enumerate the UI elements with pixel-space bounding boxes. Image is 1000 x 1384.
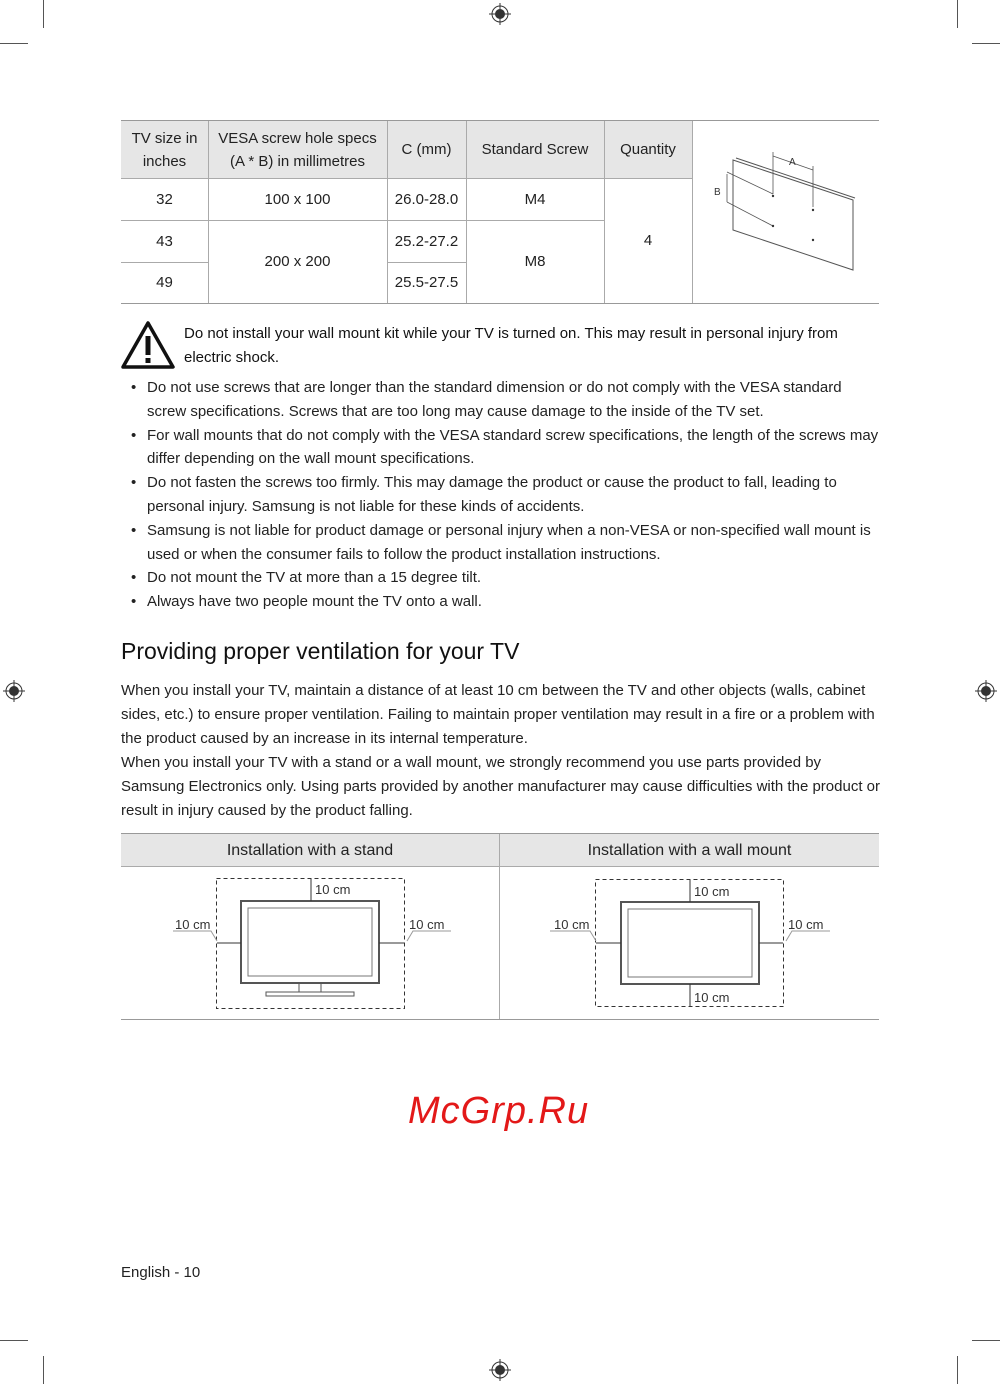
registration-mark-icon [489,3,511,25]
registration-mark-icon [489,1359,511,1381]
crop-mark [957,0,958,28]
crop-mark [972,1340,1000,1341]
cell-c: 25.5-27.5 [394,274,459,291]
header-vesa: VESA screw hole specs (A * B) in millimetres [208,121,387,178]
cell-size: 49 [156,274,173,291]
header-wall: Installation with a wall mount [500,834,879,866]
header-screw: Standard Screw [466,121,604,178]
crop-mark [972,43,1000,44]
registration-mark-icon [3,680,25,702]
list-item: • For wall mounts that do not comply with the VESA standard screw specifications, the length of the screws may differ depending on the wall mount specifications. [121,424,881,472]
cell-quantity: 4 [643,232,653,249]
cell-vesa: 100 x 100 [264,190,331,208]
bullet-list [121,376,881,614]
cell-screw: M4 [524,190,546,208]
header-tv-size: TV size in inches [121,121,208,178]
header-c: C (mm) [387,121,466,178]
cell-c: 25.2-27.2 [394,232,459,250]
distance-right: 10 cm [788,917,824,932]
list-item: • Always have two people mount the TV onto a wall. [121,590,881,614]
distance-right: 10 cm [409,917,445,932]
section-title: Providing proper ventilation for your TV [121,638,520,664]
list-item: • Do not mount the TV at more than a 15 degree tilt. [121,566,881,590]
distance-left: 10 cm [554,917,590,932]
cell-vesa: 200 x 200 [264,253,331,270]
header-stand: Installation with a stand [121,834,499,866]
crop-mark [43,1356,44,1384]
page-footer: English - 10 [121,1264,201,1281]
crop-mark [0,43,28,44]
cell-size: 32 [156,190,173,208]
cell-c: 26.0-28.0 [394,190,459,208]
list-item: • Do not use screws that are longer than the standard dimension or do not comply with the VESA standard screw specifications. Screws that are too long may cause damage to the inside of the TV set. [121,376,881,424]
header-quantity: Quantity [604,121,692,178]
vesa-diagram [693,122,879,302]
paragraph: When you install your TV, maintain a distance of at least 10 cm between the TV and other objects (walls, cabinet sides, etc.) to ensure proper ventilation. Failing to maintain proper ventilation may result in a fire or a problem with the product caused by an increase in its internal temperature. [121,682,875,747]
distance-bottom: 10 cm [694,990,730,1005]
watermark: McGrp.Ru [408,1090,590,1132]
label-a: A [789,157,796,168]
stand-diagram [121,867,499,1019]
crop-mark [0,1340,28,1341]
distance-left: 10 cm [175,917,211,932]
cell-size: 43 [156,232,173,250]
paragraph: When you install your TV with a stand or a wall mount, we strongly recommend you use parts provided by Samsung Electronics only. Using parts provided by another manufacturer may cause difficulties with the product or result in injury caused by the product falling. [121,754,880,819]
distance-top: 10 cm [315,882,351,897]
warning-icon [120,320,176,370]
list-item: • Do not fasten the screws too firmly. This may damage the product or cause the product to fall, leading to personal injury. Samsung is not liable for these kinds of accidents. [121,471,881,519]
wall-diagram [500,867,879,1019]
warning-text: Do not install your wall mount kit while your TV is turned on. This may result in personal injury from electric shock. [184,325,838,366]
distance-top: 10 cm [694,884,730,899]
list-item: • Samsung is not liable for product damage or personal injury when a non-VESA or non-specified wall mount is used or when the consumer fails to follow the product installation instructions. [121,519,881,567]
registration-mark-icon [975,680,997,702]
crop-mark [43,0,44,28]
label-b: B [714,187,721,198]
crop-mark [957,1356,958,1384]
cell-screw: M8 [524,253,546,270]
